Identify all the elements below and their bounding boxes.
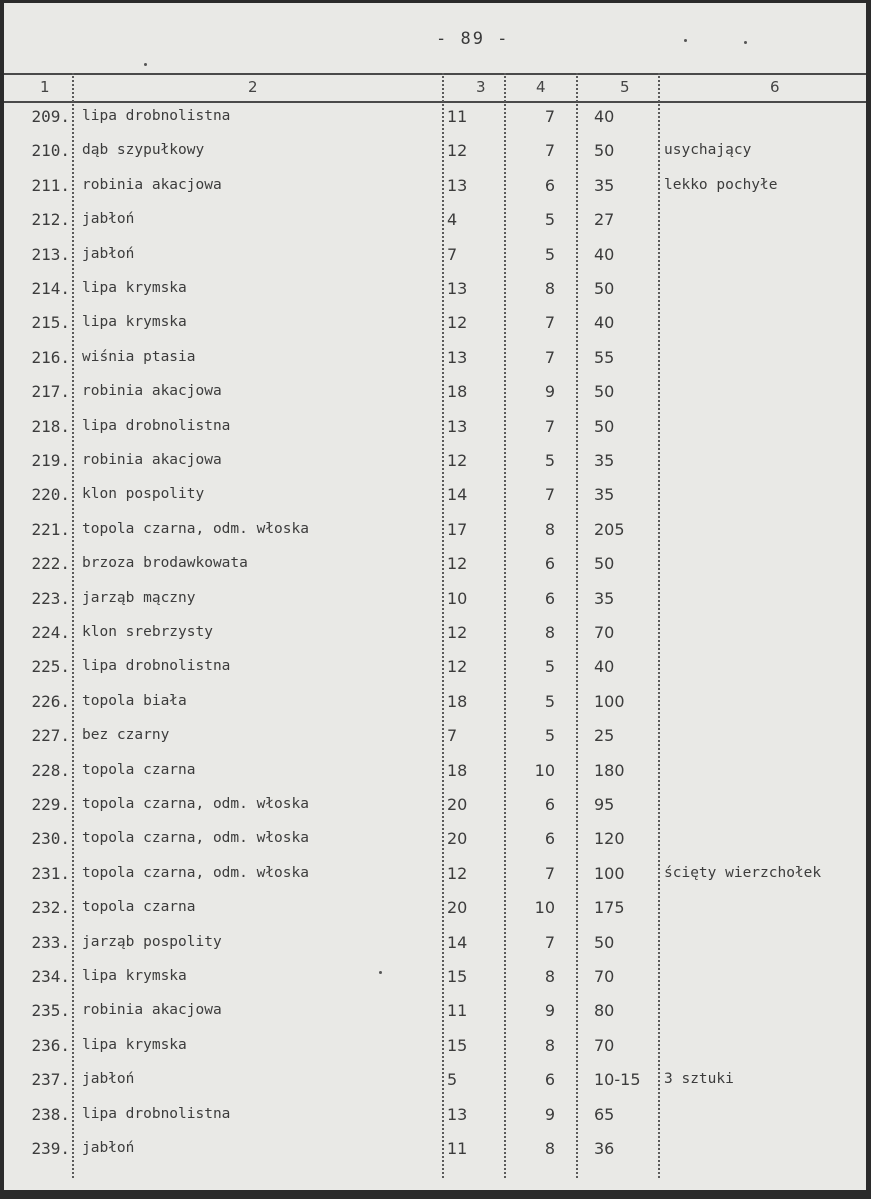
col-5-value: 50 — [594, 279, 615, 298]
row-number: 237. — [31, 1070, 70, 1090]
col-5-value: 40 — [594, 313, 615, 333]
col-4-value: 7 — [544, 347, 555, 367]
row-number: 209. — [31, 107, 70, 126]
table-row — [4, 445, 866, 479]
col-5-value: 50 — [594, 141, 615, 161]
row-number: 221. — [31, 519, 70, 539]
row-number: 213. — [31, 244, 70, 264]
species-name: robinia akacjowa — [82, 176, 222, 193]
col-3-value: 12 — [447, 623, 468, 642]
col-3-value: 17 — [447, 519, 468, 539]
species-name: lipa drobnolistna — [82, 658, 231, 675]
table-row — [4, 376, 866, 410]
col-3-value: 13 — [447, 1104, 468, 1124]
row-number: 231. — [31, 863, 70, 883]
table-row — [4, 1099, 866, 1133]
table-row — [4, 720, 866, 754]
table-row — [4, 411, 866, 445]
col-5-value: 175 — [594, 898, 625, 918]
col-5-value: 65 — [594, 1104, 615, 1124]
col-5-value: 100 — [594, 691, 625, 711]
col-3-value: 11 — [447, 107, 468, 126]
paper-speck — [144, 63, 147, 66]
col-4-value: 5 — [544, 210, 555, 230]
col-3-value: 5 — [447, 1070, 458, 1090]
table-row — [4, 583, 866, 617]
table-row — [4, 755, 866, 789]
col-3-value: 7 — [447, 726, 458, 746]
row-number: 236. — [31, 1035, 70, 1055]
row-number: 220. — [31, 485, 70, 505]
col-4-value: 6 — [544, 175, 555, 195]
species-name: jabłoń — [82, 245, 135, 262]
table-row — [4, 789, 866, 823]
paper-speck — [684, 39, 687, 42]
table-row — [4, 548, 866, 582]
col-5-value: 10-15 — [594, 1070, 641, 1090]
row-number: 235. — [31, 1001, 70, 1021]
row-number: 223. — [31, 588, 70, 608]
species-name: topola czarna, odm. włoska — [82, 796, 309, 812]
row-number: 215. — [31, 313, 70, 333]
col-4-value: 8 — [544, 279, 555, 298]
table-row — [4, 651, 866, 685]
species-name: lipa drobnolistna — [82, 417, 231, 434]
col-4-value: 6 — [544, 795, 555, 814]
row-number: 227. — [31, 726, 70, 746]
species-name: jarząb mączny — [82, 589, 196, 606]
col-5-value: 35 — [594, 485, 615, 505]
species-name: lipa drobnolistna — [82, 108, 231, 124]
col-3-value: 13 — [447, 416, 468, 436]
species-name: robinia akacjowa — [82, 1002, 222, 1019]
col-4-value: 8 — [544, 1035, 555, 1055]
species-name: klon srebrzysty — [82, 624, 213, 640]
species-name: jabłoń — [82, 1140, 135, 1156]
row-number: 232. — [31, 898, 70, 918]
col-4-value: 7 — [544, 313, 555, 333]
col-4-value: 9 — [544, 382, 555, 402]
table-row — [4, 1133, 866, 1167]
col-4-value: 8 — [544, 519, 555, 539]
species-name: jabłoń — [82, 211, 135, 228]
col-5-value: 50 — [594, 382, 615, 402]
col-3-value: 12 — [447, 657, 468, 677]
col-4-value: 8 — [544, 967, 555, 986]
species-name: klon pospolity — [82, 486, 205, 503]
remark: 3 sztuki — [664, 1071, 734, 1088]
species-name: topola czarna — [82, 761, 196, 778]
row-number: 226. — [31, 691, 70, 711]
species-name: lipa krymska — [82, 1036, 187, 1053]
col-5-value: 35 — [594, 451, 615, 470]
row-number: 210. — [31, 141, 70, 161]
col-3-value: 12 — [447, 451, 468, 470]
table-row — [4, 961, 866, 995]
table-row — [4, 823, 866, 857]
remark: lekko pochyłe — [664, 176, 778, 193]
col-5-value: 70 — [594, 967, 615, 986]
col-4-value: 6 — [544, 1070, 555, 1090]
col-5-value: 100 — [594, 863, 625, 883]
row-number: 216. — [31, 347, 70, 367]
col-5-value: 50 — [594, 554, 615, 574]
col-4-value: 5 — [544, 451, 555, 470]
col-5-value: 95 — [594, 795, 615, 814]
table-row — [4, 686, 866, 720]
species-name: wiśnia ptasia — [82, 348, 196, 365]
table-row — [4, 204, 866, 238]
species-name: jarząb pospolity — [82, 933, 222, 950]
row-number: 224. — [31, 623, 70, 642]
table-row — [4, 239, 866, 273]
row-number: 214. — [31, 279, 70, 298]
col-3-value: 20 — [447, 795, 468, 814]
col-5-value: 40 — [594, 107, 615, 126]
col-3-value: 18 — [447, 382, 468, 402]
row-number: 238. — [31, 1104, 70, 1124]
col-5-value: 35 — [594, 175, 615, 195]
row-number: 225. — [31, 657, 70, 677]
row-number: 217. — [31, 382, 70, 402]
species-name: lipa krymska — [82, 280, 187, 296]
col-4-value: 7 — [544, 141, 555, 161]
table-row — [4, 101, 866, 135]
table-row — [4, 927, 866, 961]
col-5-value: 40 — [594, 657, 615, 677]
page-number: - 89 - — [436, 29, 510, 49]
col-5-value: 80 — [594, 1001, 615, 1021]
row-number: 211. — [31, 175, 70, 195]
species-name: robinia akacjowa — [82, 452, 222, 468]
row-number: 228. — [31, 760, 70, 780]
col-3-value: 15 — [447, 1035, 468, 1055]
species-name: robinia akacjowa — [82, 383, 222, 400]
table-row — [4, 273, 866, 307]
col-4-value: 7 — [544, 485, 555, 505]
col-4-value: 9 — [544, 1001, 555, 1021]
col-3-value: 15 — [447, 967, 468, 986]
header-col-3: 3 — [476, 78, 486, 96]
species-name: topola czarna, odm. włoska — [82, 830, 309, 847]
col-4-value: 8 — [544, 623, 555, 642]
table-header — [4, 73, 866, 103]
col-3-value: 11 — [447, 1139, 468, 1158]
col-3-value: 20 — [447, 898, 468, 918]
col-3-value: 18 — [447, 760, 468, 780]
col-5-value: 36 — [594, 1139, 615, 1158]
col-3-value: 4 — [447, 210, 458, 230]
species-name: lipa krymska — [82, 314, 187, 331]
row-number: 230. — [31, 829, 70, 849]
species-name: dąb szypułkowy — [82, 142, 205, 159]
species-name: bez czarny — [82, 727, 170, 744]
col-5-value: 25 — [594, 726, 615, 746]
col-4-value: 7 — [544, 107, 555, 126]
col-5-value: 55 — [594, 347, 615, 367]
col-4-value: 6 — [544, 554, 555, 574]
col-4-value: 5 — [544, 726, 555, 746]
header-col-1: 1 — [40, 78, 50, 96]
row-number: 234. — [31, 967, 70, 986]
col-3-value: 10 — [447, 588, 468, 608]
table-row — [4, 514, 866, 548]
header-col-4: 4 — [536, 78, 546, 96]
col-3-value: 12 — [447, 141, 468, 161]
col-5-value: 40 — [594, 244, 615, 264]
header-col-2: 2 — [248, 78, 258, 96]
col-3-value: 20 — [447, 829, 468, 849]
col-3-value: 7 — [447, 244, 458, 264]
col-4-value: 7 — [544, 863, 555, 883]
species-name: topola czarna, odm. włoska — [82, 520, 309, 537]
col-3-value: 12 — [447, 863, 468, 883]
table-row — [4, 135, 866, 169]
row-number: 222. — [31, 554, 70, 574]
remark: usychający — [664, 142, 752, 159]
table-row — [4, 892, 866, 926]
col-3-value: 11 — [447, 1001, 468, 1021]
row-number: 229. — [31, 795, 70, 814]
col-3-value: 12 — [447, 554, 468, 574]
col-5-value: 35 — [594, 588, 615, 608]
col-3-value: 14 — [447, 932, 468, 952]
col-5-value: 27 — [594, 210, 615, 230]
species-name: lipa drobnolistna — [82, 1105, 231, 1122]
col-4-value: 5 — [544, 657, 555, 677]
species-name: topola biała — [82, 692, 187, 709]
species-name: topola czarna, odm. włoska — [82, 864, 309, 881]
row-number: 239. — [31, 1139, 70, 1158]
col-4-value: 6 — [544, 588, 555, 608]
col-3-value: 12 — [447, 313, 468, 333]
col-3-value: 13 — [447, 175, 468, 195]
row-number: 219. — [31, 451, 70, 470]
table-row — [4, 1064, 866, 1098]
paper-speck — [744, 41, 747, 44]
table-row — [4, 342, 866, 376]
remark: ścięty wierzchołek — [664, 864, 822, 881]
col-4-value: 5 — [544, 244, 555, 264]
table-row — [4, 479, 866, 513]
col-4-value: 7 — [544, 932, 555, 952]
col-4-value: 10 — [534, 898, 555, 918]
col-3-value: 18 — [447, 691, 468, 711]
col-3-value: 14 — [447, 485, 468, 505]
table-row — [4, 995, 866, 1029]
col-5-value: 50 — [594, 416, 615, 436]
paper-speck — [379, 971, 382, 974]
col-4-value: 9 — [544, 1104, 555, 1124]
col-4-value: 10 — [534, 760, 555, 780]
col-4-value: 6 — [544, 829, 555, 849]
col-5-value: 50 — [594, 932, 615, 952]
header-col-5: 5 — [620, 78, 630, 96]
col-4-value: 8 — [544, 1139, 555, 1158]
col-5-value: 180 — [594, 760, 625, 780]
col-5-value: 70 — [594, 1035, 615, 1055]
species-name: brzoza brodawkowata — [82, 555, 248, 572]
col-5-value: 205 — [594, 519, 625, 539]
col-3-value: 13 — [447, 347, 468, 367]
table-row — [4, 1030, 866, 1064]
species-name: topola czarna — [82, 899, 196, 916]
col-5-value: 70 — [594, 623, 615, 642]
document-page — [4, 3, 866, 1190]
table-row — [4, 617, 866, 651]
species-name: jabłoń — [82, 1071, 135, 1088]
col-3-value: 13 — [447, 279, 468, 298]
row-number: 212. — [31, 210, 70, 230]
row-number: 233. — [31, 932, 70, 952]
header-col-6: 6 — [770, 78, 780, 96]
species-name: lipa krymska — [82, 968, 187, 984]
col-4-value: 7 — [544, 416, 555, 436]
table-row — [4, 170, 866, 204]
table-row — [4, 307, 866, 341]
row-number: 218. — [31, 416, 70, 436]
col-4-value: 5 — [544, 691, 555, 711]
table-row — [4, 858, 866, 892]
col-5-value: 120 — [594, 829, 625, 849]
